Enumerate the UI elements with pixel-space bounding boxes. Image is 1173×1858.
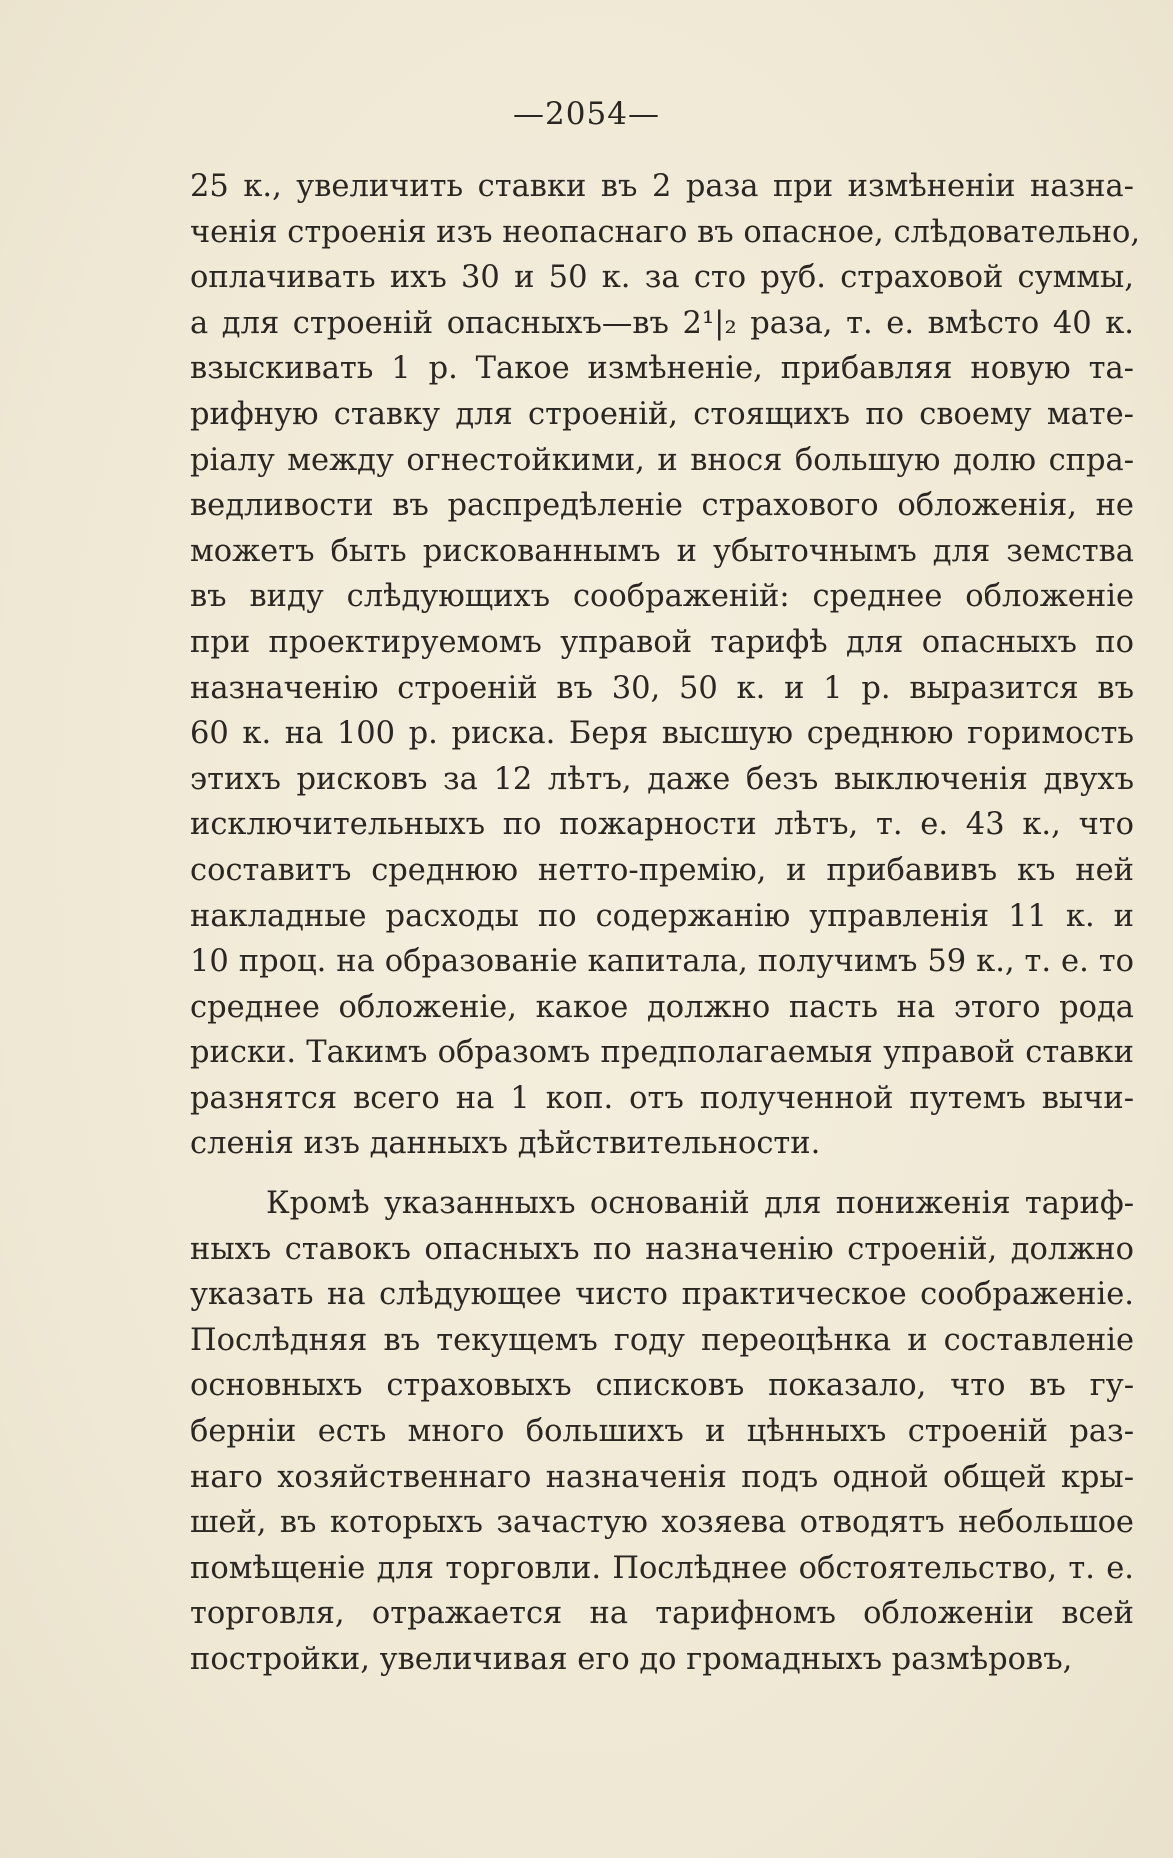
text-line: ченія строенія изъ неопаснаго въ опасное, слѣдовательно, bbox=[190, 214, 1141, 250]
text-line: Кромѣ указанныхъ основаній для пониженія тариф- bbox=[266, 1186, 1134, 1222]
paragraph bbox=[190, 164, 1141, 1167]
text-line: помѣщеніе для торговли. Послѣднее обстоятельство, т. е. bbox=[190, 1550, 1134, 1586]
text-line: взыскивать 1 р. Такое измѣненіе, прибавляя новую та- bbox=[190, 351, 1134, 387]
text-line: назначенію строеній въ 30, 50 к. и 1 р. выразится въ bbox=[190, 670, 1134, 706]
text-line: постройки, увеличивая его до громадныхъ размѣровъ, bbox=[190, 1642, 1073, 1677]
text-line: берніи есть много большихъ и цѣнныхъ строеній раз- bbox=[190, 1414, 1134, 1450]
body-text bbox=[190, 164, 1141, 1683]
text-line: оплачивать ихъ 30 и 50 к. за сто руб. страховой суммы, bbox=[190, 260, 1134, 296]
text-line: разнятся всего на 1 коп. отъ полученной путемъ вычи- bbox=[190, 1080, 1134, 1116]
text-line: при проектируемомъ управой тарифѣ для опасныхъ по bbox=[190, 624, 1134, 660]
text-line: рифную ставку для строеній, стоящихъ по своему мате- bbox=[190, 396, 1134, 432]
text-line: среднее обложеніе, какое должно пасть на этого рода bbox=[190, 989, 1134, 1025]
text-line: исключительныхъ по пожарности лѣтъ, т. е. 43 к., что bbox=[190, 807, 1134, 843]
text-line: этихъ рисковъ за 12 лѣтъ, даже безъ выключенія двухъ bbox=[190, 761, 1134, 797]
text-line: ныхъ ставокъ опасныхъ по назначенію строеній, должно bbox=[190, 1231, 1134, 1267]
text-line: 25 к., увеличить ставки въ 2 раза при измѣненіи назна- bbox=[190, 169, 1134, 204]
text-line: указать на слѣдующее чисто практическое соображеніе. bbox=[190, 1277, 1134, 1313]
text-line: ріалу между огнестойкими, и внося большую долю спра- bbox=[190, 442, 1134, 478]
text-line: ведливости въ распредѣленіе страхового обложенія, не bbox=[190, 488, 1134, 524]
paragraph bbox=[190, 1181, 1134, 1683]
text-line: 60 к. на 100 р. риска. Беря высшую среднюю горимость bbox=[190, 716, 1134, 752]
text-line: въ виду слѣдующихъ соображеній: среднее обложеніе bbox=[190, 579, 1134, 615]
text-line: 10 проц. на образованіе капитала, получимъ 59 к., т. е. то bbox=[190, 944, 1134, 980]
text-line: Послѣдняя въ текущемъ году переоцѣнка и составленіе bbox=[190, 1322, 1134, 1358]
page-number: —2054— bbox=[513, 96, 660, 132]
text-line: а для строеній опасныхъ—въ 2¹|₂ раза, т. е. вмѣсто 40 к. bbox=[190, 305, 1134, 341]
text-line: риски. Такимъ образомъ предполагаемыя управой ставки bbox=[190, 1035, 1134, 1071]
text-line: основныхъ страховыхъ списковъ показало, что въ гу- bbox=[190, 1368, 1134, 1404]
text-line: можетъ быть рискованнымъ и убыточнымъ для земства bbox=[190, 533, 1134, 569]
text-line: накладные расходы по содержанію управленія 11 к. и bbox=[190, 898, 1134, 934]
text-line: шей, въ которыхъ зачастую хозяева отводятъ небольшое bbox=[190, 1505, 1134, 1541]
text-line: сленія изъ данныхъ дѣйствительности. bbox=[190, 1126, 821, 1162]
text-line: торговля, отражается на тарифномъ обложеніи всей bbox=[190, 1596, 1134, 1632]
text-line: составитъ среднюю нетто-премію, и прибавивъ къ ней bbox=[190, 852, 1134, 888]
text-line: наго хозяйственнаго назначенія подъ одной общей кры- bbox=[190, 1459, 1134, 1495]
